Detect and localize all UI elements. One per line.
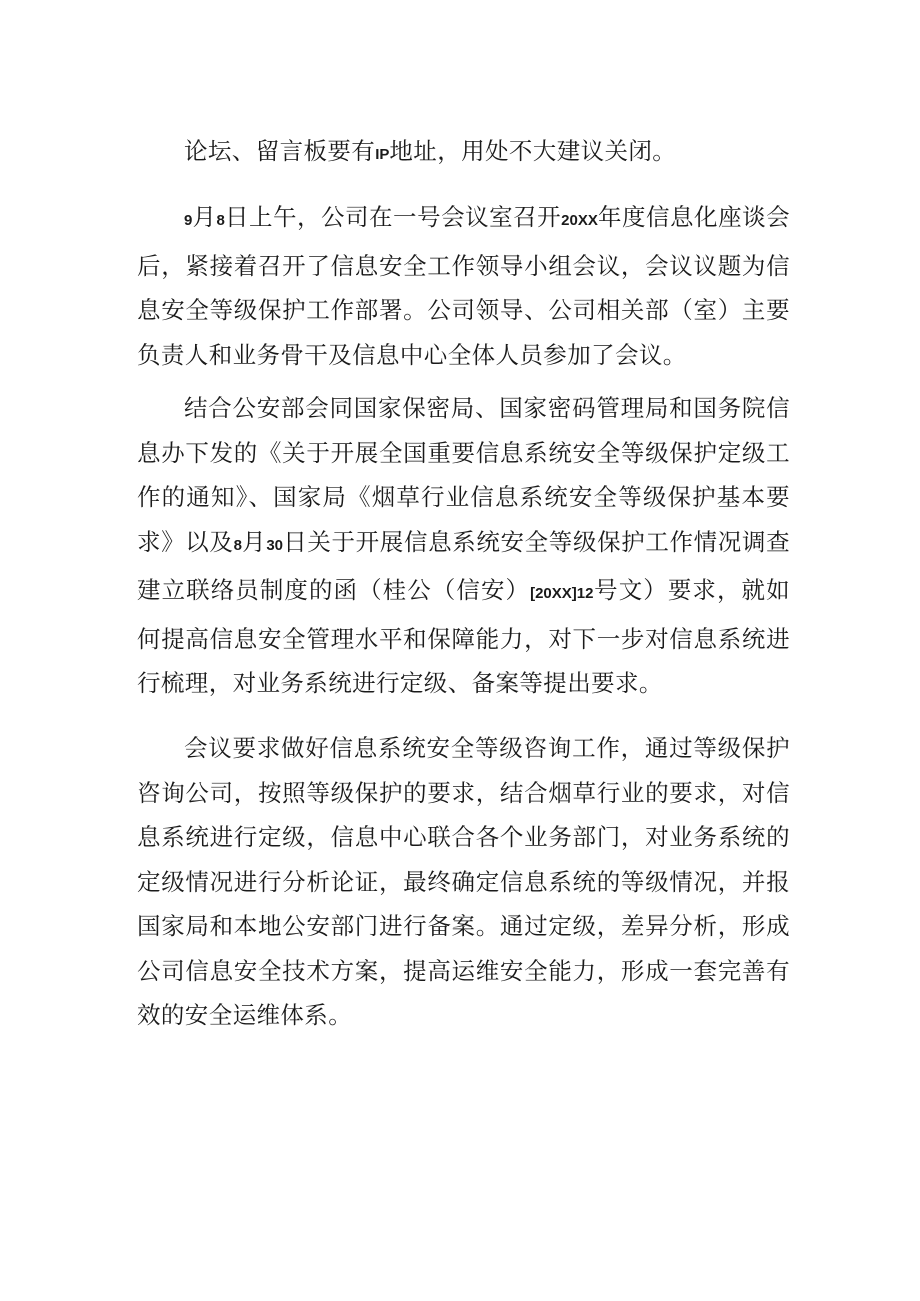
paragraph-3 — [137, 386, 790, 706]
day-number: 30 — [266, 536, 283, 554]
paragraph-2-text: 9月8日上午，公司在一号会议室召开20XX年度信息化座谈会后，紧接着召开了信息安全工作领导小组会议，会议议题为信息安全等级保护工作部署。公司领导、公司相关部（室）主要负责人和业务骨干及信息中心全体人员参加了会议。 — [137, 203, 790, 369]
year-placeholder: 20XX — [561, 212, 598, 229]
month-number: 8 — [233, 536, 242, 554]
day-number: 8 — [216, 212, 225, 229]
paragraph-3-text: 结合公安部会同国家保密局、国家密码管理局和国务院信息办下发的《关于开展全国重要信息系统安全等级保护定级工作的通知》、国家局《烟草行业信息系统安全等级保护基本要求》以及8月30日关于开展信息系统安全等级保护工作情况调查建立联络员制度的函（桂公（信安）[20XX]12号文）要求，就如何提高信息安全管理水平和保障能力，对下一步对信息系统进行梳理，对业务系统进行定级、备案等提出要求。 — [137, 394, 790, 697]
paragraph-1-text: 论坛、留言板要有IP地址，用处不大建议关闭。 — [184, 137, 677, 165]
document-number: [20XX]12 — [530, 585, 594, 602]
paragraph-2 — [137, 195, 790, 377]
paragraph-4-text: 会议要求做好信息系统安全等级咨询工作，通过等级保护咨询公司，按照等级保护的要求，结合烟草行业的要求，对信息系统进行定级，信息中心联合各个业务部门，对业务系统的定级情况进行分析论证，最终确定信息系统的等级情况，并报国家局和本地公安部门进行备案。通过定级，差异分析，形成公司信息安全技术方案，提高运维安全能力，形成一套完善有效的安全运维体系。 — [137, 734, 790, 1029]
paragraph-4 — [137, 726, 790, 1038]
month-number: 9 — [184, 212, 193, 229]
ip-term: IP — [375, 146, 390, 163]
paragraph-1 — [137, 129, 790, 178]
